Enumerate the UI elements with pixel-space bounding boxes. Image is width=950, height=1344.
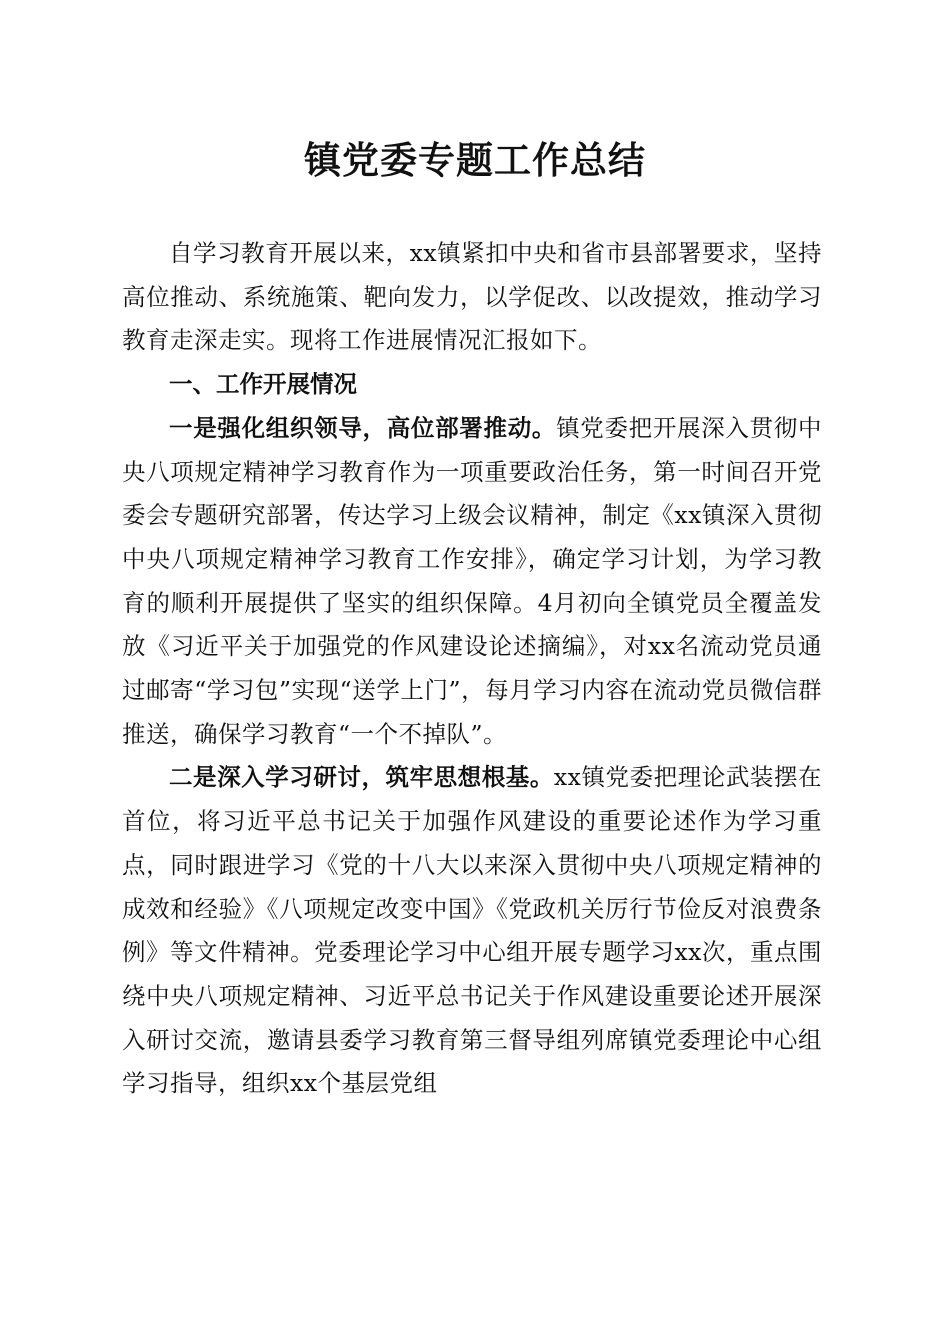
point-2-body: xx镇党委把理论武装摆在首位，将习近平总书记关于加强作风建设的重要论述作为学习重点，同时跟进学习《党的十八大以来深入贯彻中央八项规定精神的成效和经验》《八项规定改变中国》《党政机关厉行节俭反对浪费条例》等文件精神。党委理论学习中心组开展专题学习xx次，重点围绕中央八项规定精神、习近平总书记关于作风建设重要论述开展深入研讨交流，邀请县委学习教育第三督导组列席镇党委理论中心组学习指导，组织xx个基层党组 <box>122 763 822 1098</box>
point-2-paragraph <box>122 756 822 1106</box>
document-body <box>122 232 822 1106</box>
point-1-paragraph <box>122 407 822 757</box>
point-1-body: 镇党委把开展深入贯彻中央八项规定精神学习教育作为一项重要政治任务，第一时间召开党委会专题研究部署，传达学习上级会议精神，制定《xx镇深入贯彻中央八项规定精神学习教育工作安排》，确定学习计划，为学习教育的顺利开展提供了坚实的组织保障。4月初向全镇党员全覆盖发放《习近平关于加强党的作风建设论述摘编》，对xx名流动党员通过邮寄“学习包”实现“送学上门”，每月学习内容在流动党员微信群推送，确保学习教育“一个不掉队”。 <box>122 413 823 748</box>
section-heading: 一、工作开展情况 <box>169 370 357 399</box>
point-1-lead: 一是强化组织领导，高位部署推动。 <box>169 413 557 442</box>
point-2-lead: 二是深入学习研讨，筑牢思想根基。 <box>169 763 554 792</box>
document-title: 镇党委专题工作总结 <box>304 138 646 182</box>
intro-paragraph: 自学习教育开展以来，xx镇紧扣中央和省市县部署要求，坚持高位推动、系统施策、靶向发力，以学促改、以改提效，推动学习教育走深走实。现将工作进展情况汇报如下。 <box>122 239 822 355</box>
